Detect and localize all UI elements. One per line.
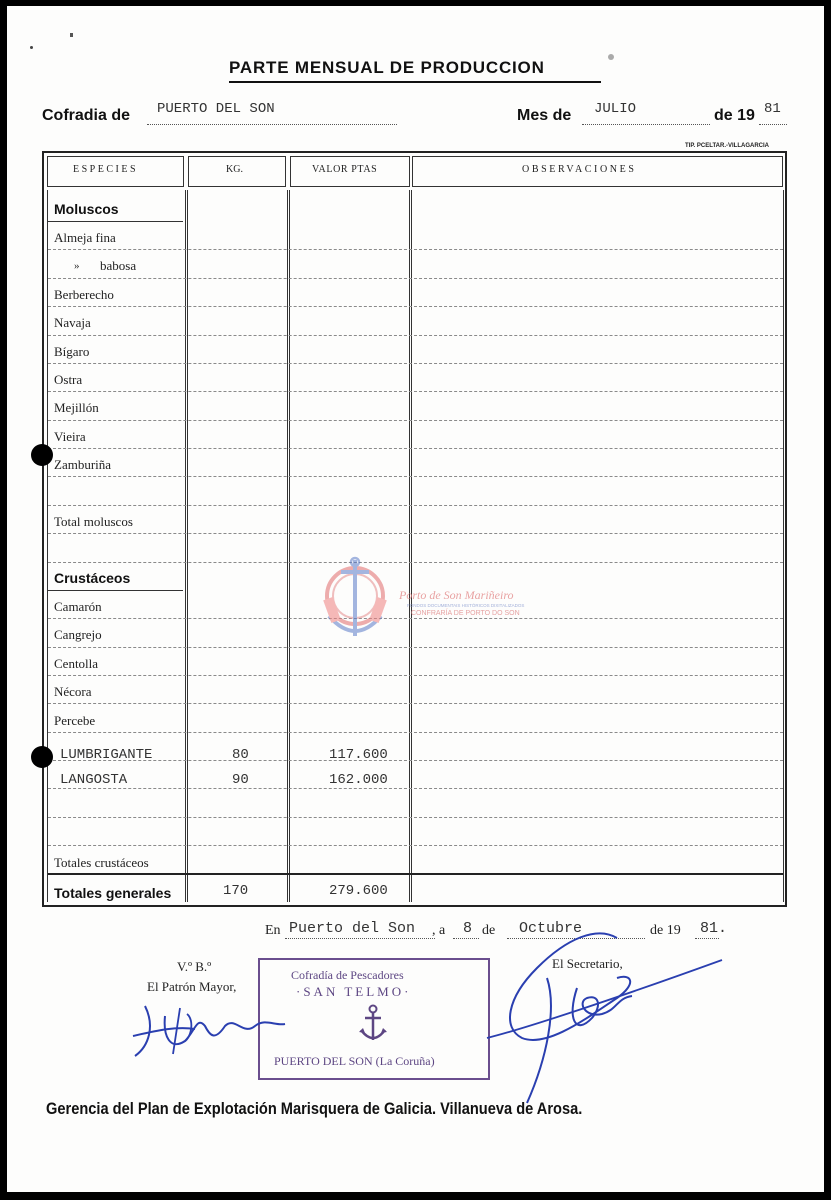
- row-divider: [48, 845, 783, 846]
- row-divider: [48, 732, 783, 733]
- row-divider: [48, 703, 783, 704]
- footer-day: 8: [463, 920, 473, 937]
- species-cangrejo: Cangrejo: [54, 627, 102, 642]
- gerencia-footer: Gerencia del Plan de Explotación Marisquera de Galicia. Villanueva de Arosa.: [46, 1099, 583, 1118]
- species-navaja: Navaja: [54, 315, 91, 330]
- mes-value: JULIO: [594, 101, 637, 117]
- watermark-subtitle-1: FONDOS DOCUMENTAIS HISTÓRICOS DIXITALIZADOS: [407, 603, 525, 608]
- table-left-inner-border: [47, 190, 48, 902]
- watermark-logo: [319, 554, 391, 648]
- cofradia-label: Cofradia de: [42, 107, 131, 124]
- footer-year: 81.: [700, 920, 728, 937]
- footer-en-label: En: [265, 923, 281, 938]
- footer-a-label: , a: [432, 923, 446, 938]
- punch-hole: [31, 444, 53, 466]
- species-camaron: Camarón: [54, 599, 102, 614]
- entry-lumbrigante-kg: 80: [232, 747, 249, 763]
- species-almeja-fina: Almeja fina: [54, 230, 116, 245]
- footer-place-dotted-line: [285, 938, 435, 939]
- totales-generales-label: Totales generales: [54, 885, 172, 901]
- page-title: PARTE MENSUAL DE PRODUCCION: [229, 58, 545, 77]
- column-divider: [289, 190, 290, 902]
- entry-langosta-kg: 90: [232, 772, 249, 788]
- secretario-signature: [467, 918, 747, 1108]
- entry-lumbrigante-name: LUMBRIGANTE: [60, 747, 153, 763]
- row-divider: [48, 335, 783, 336]
- row-divider: [48, 788, 783, 789]
- speck-mark: [608, 54, 614, 60]
- year-dotted-line: [759, 124, 787, 125]
- row-divider: [48, 476, 783, 477]
- row-divider: [48, 647, 783, 648]
- section-underline: [47, 221, 183, 222]
- footer-month: Octubre: [519, 920, 583, 937]
- entry-lumbrigante-valor: 117.600: [329, 747, 388, 763]
- section-underline: [47, 590, 183, 591]
- watermark-subtitle-2: CONFRARÍA DE PORTO DO SON: [411, 610, 520, 617]
- column-divider: [287, 190, 288, 902]
- row-divider: [48, 420, 783, 421]
- totals-rule: [48, 873, 783, 875]
- patron-signature: [125, 996, 305, 1066]
- watermark-title: Porto de Son Mariñeiro: [399, 588, 514, 602]
- table-frame: [42, 151, 787, 907]
- year-value: 81: [764, 101, 781, 117]
- column-header-especies: ESPECIES: [73, 164, 139, 175]
- stamp-line-2: ·SAN TELMO·: [296, 984, 412, 999]
- entry-langosta-valor: 162.000: [329, 772, 388, 788]
- column-divider: [187, 190, 188, 902]
- cofradia-value: PUERTO DEL SON: [157, 101, 275, 117]
- entry-totales-kg: 170: [223, 883, 249, 899]
- column-divider: [411, 190, 412, 902]
- stamp-anchor: [358, 1004, 388, 1049]
- title-underline: [229, 81, 601, 83]
- row-divider: [48, 363, 783, 364]
- species-mejillon: Mejillón: [54, 400, 99, 415]
- footer-secretario: El Secretario,: [552, 956, 623, 971]
- species-percebe: Percebe: [54, 713, 96, 728]
- species-necora: Nécora: [54, 684, 92, 699]
- row-divider: [48, 448, 783, 449]
- species-zamburina: Zamburiña: [54, 457, 112, 472]
- mes-label: Mes de: [517, 107, 572, 124]
- footer-de-label: de: [482, 923, 496, 938]
- footer-vb: V.º B.º: [177, 959, 212, 974]
- total-moluscos-label: Total moluscos: [54, 514, 133, 529]
- row-divider: [48, 306, 783, 307]
- row-divider: [48, 760, 783, 761]
- section-moluscos: Moluscos: [54, 201, 119, 217]
- entry-totales-valor: 279.600: [329, 883, 388, 899]
- column-header-observaciones: OBSERVACIONES: [522, 164, 637, 175]
- mes-dotted-line: [582, 124, 710, 125]
- species-ditto-mark: »: [74, 260, 80, 272]
- species-vieira: Vieira: [54, 429, 86, 444]
- speck-mark: [70, 33, 73, 37]
- row-divider: [48, 618, 783, 619]
- footer-patron: El Patrón Mayor,: [147, 979, 237, 994]
- column-header-valor: VALOR PTAS: [312, 164, 378, 175]
- printer-credit: TIP. PCELTAR.-VILLAGARCIA: [685, 143, 769, 149]
- year-label: de 19: [714, 107, 755, 124]
- cofradia-dotted-line: [147, 124, 397, 125]
- column-divider: [185, 190, 186, 902]
- species-babosa: babosa: [100, 258, 137, 273]
- form-page: [7, 6, 824, 1192]
- row-divider: [48, 391, 783, 392]
- row-divider: [48, 562, 783, 563]
- footer-de19-label: de 19: [650, 923, 681, 938]
- row-divider: [48, 505, 783, 506]
- row-divider: [48, 533, 783, 534]
- row-divider: [48, 278, 783, 279]
- footer-place: Puerto del Son: [289, 920, 416, 937]
- species-ostra: Ostra: [54, 372, 83, 387]
- totales-crustaceos-label: Totales crustáceos: [54, 855, 149, 870]
- species-berberecho: Berberecho: [54, 287, 114, 302]
- entry-langosta-name: LANGOSTA: [60, 772, 128, 788]
- row-divider: [48, 249, 783, 250]
- row-divider: [48, 817, 783, 818]
- speck-mark: [30, 46, 33, 49]
- section-crustaceos: Crustáceos: [54, 570, 131, 586]
- species-centolla: Centolla: [54, 656, 99, 671]
- column-header-kg: KG.: [226, 164, 243, 175]
- punch-hole: [31, 746, 53, 768]
- table-right-inner-border: [783, 190, 784, 902]
- row-divider: [48, 675, 783, 676]
- stamp-line-3: PUERTO DEL SON (La Coruña): [274, 1054, 435, 1068]
- anchor-icon: [358, 1004, 388, 1044]
- stamp-line-1: Cofradía de Pescadores: [291, 968, 404, 982]
- column-divider: [409, 190, 410, 902]
- species-bigaro: Bígaro: [54, 344, 90, 359]
- anchor-icon: [319, 554, 391, 648]
